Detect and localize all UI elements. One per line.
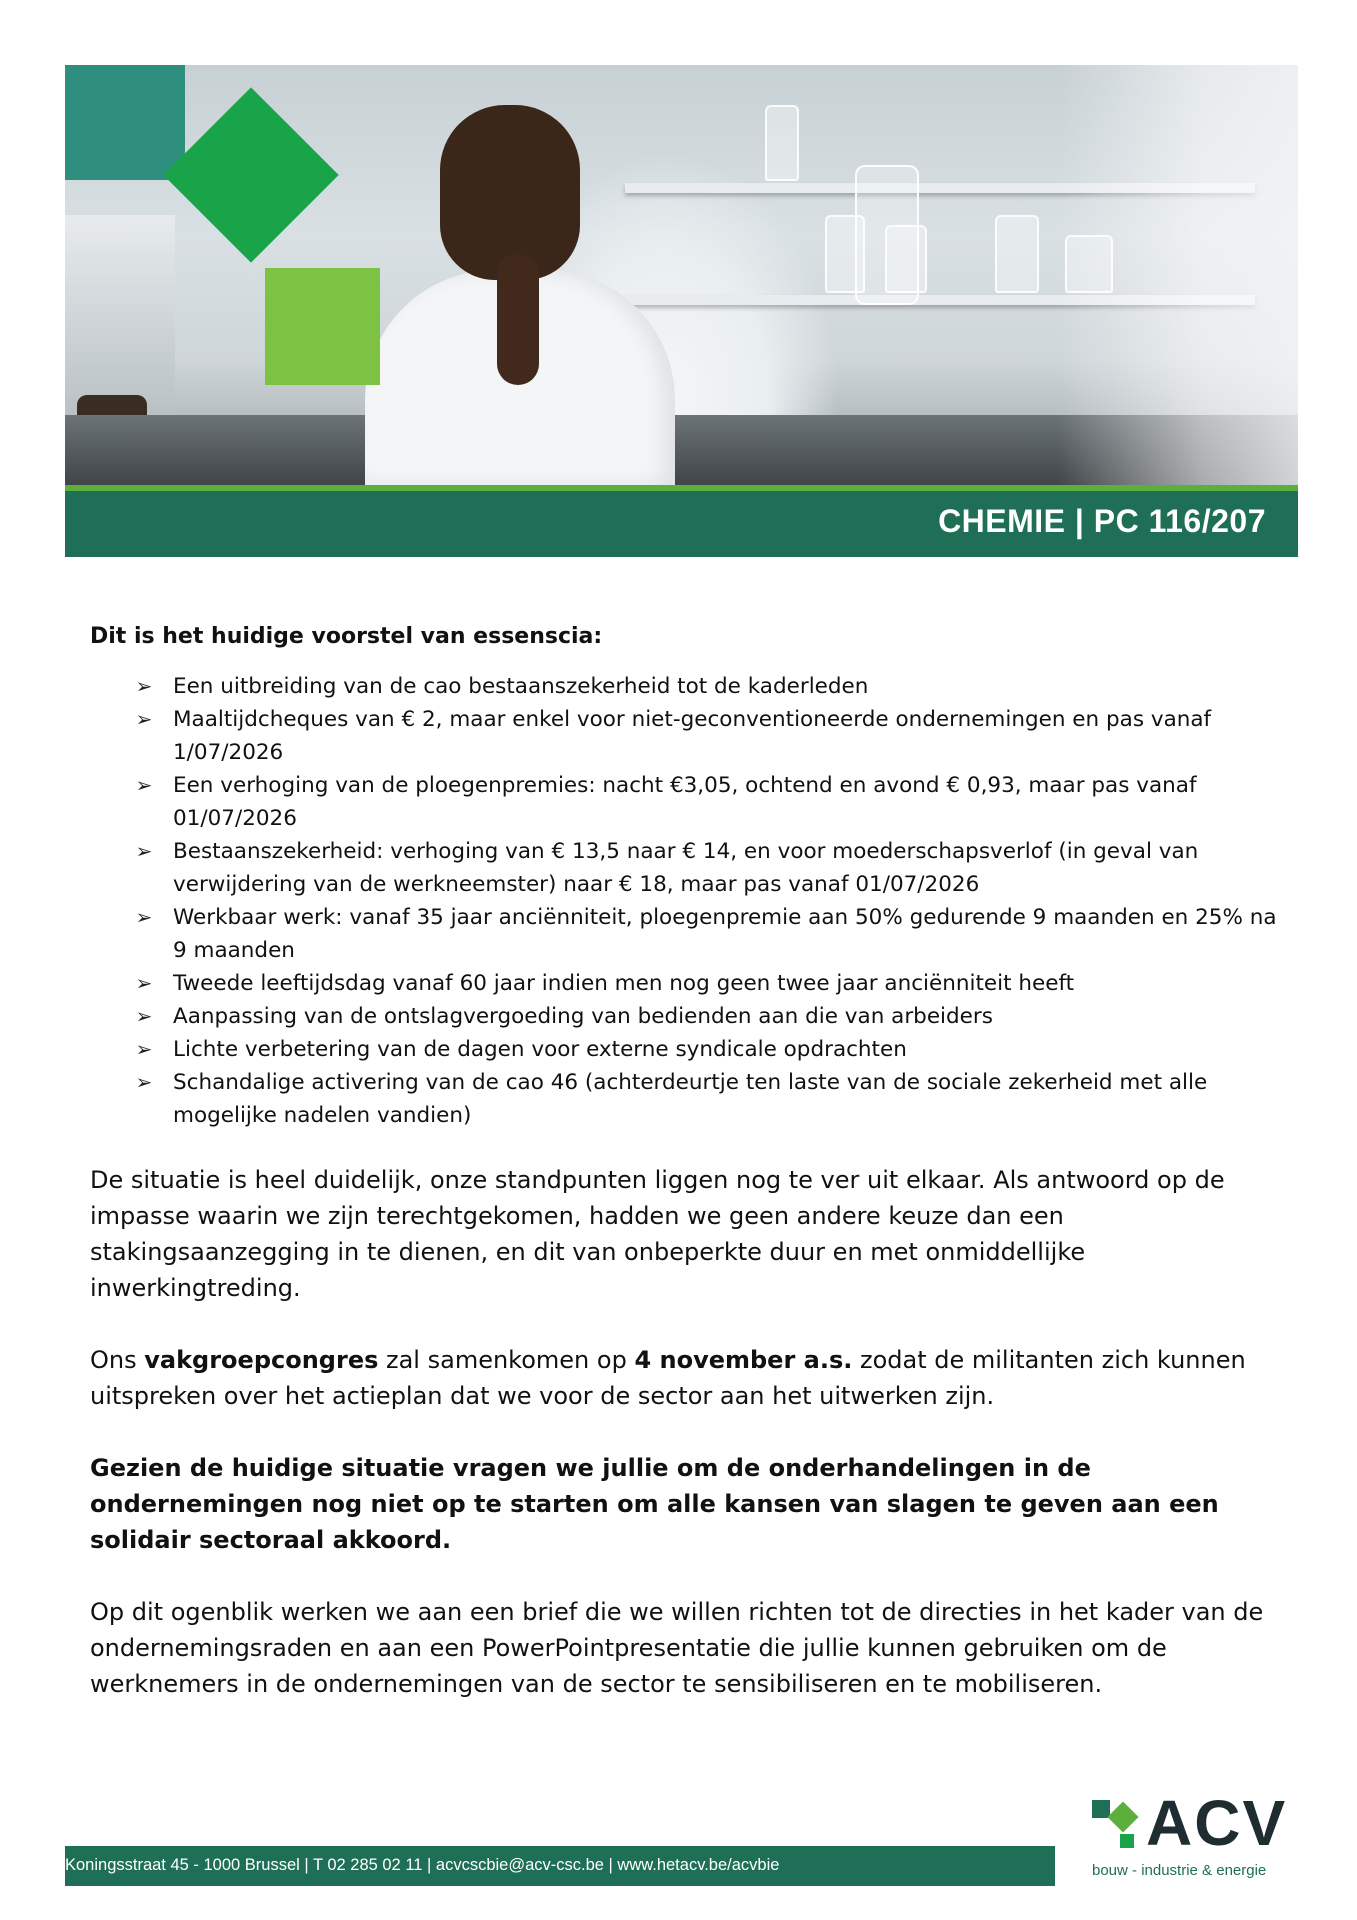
glass-bottle <box>995 215 1039 293</box>
congress-paragraph: Ons vakgroepcongres zal samenkomen op 4 november a.s. zodat de militanten zich kunnen uitspreken over het actieplan dat we voor de sector aan het uitwerken zijn. <box>90 1346 1246 1410</box>
letter-paragraph: Op dit ogenblik werken we aan een brief die we willen richten tot de directies in het kader van de ondernemingsraden en aan een PowerPointpresentatie die jullie kunnen gebruiken om de werknemers in de ondernemingen van de sector te sensibiliseren en te mobiliseren. <box>90 1598 1264 1698</box>
proposal-list <box>90 670 1280 1132</box>
hair <box>440 105 580 280</box>
brand-square-lime <box>265 268 380 385</box>
situation-paragraph: De situatie is heel duidelijk, onze standpunten liggen nog te ver uit elkaar. Als antwoord op de impasse waarin we zijn terechtgekomen, hadden we geen andere keuze dan een stakingsaanzegging in te dienen, en dit van onbeperkte duur en met onmiddellijke inwerkingtreding. <box>90 1166 1225 1302</box>
arrow-bullet-icon: ➢ <box>135 839 153 863</box>
footer-bar <box>65 1846 1055 1886</box>
footer-contact: Koningsstraat 45 - 1000 Brussel | T 02 285 02 11 | acvcscbie@acv-csc.be | www.hetacv.be/acvbie <box>65 1856 780 1874</box>
arrow-bullet-icon: ➢ <box>135 707 153 731</box>
glass-flask <box>855 165 919 305</box>
request-paragraph: Gezien de huidige situatie vragen we jullie om de onderhandelingen in de ondernemingen nog niet op te starten om alle kansen van slagen te geven aan een solidair sectoraal akkoord. <box>90 1454 1219 1554</box>
arrow-bullet-icon: ➢ <box>135 773 153 797</box>
list-item: ➢ Schandalige activering van de cao 46 (achterdeurtje ten laste van de sociale zekerheid met alle mogelijke nadelen vandien) <box>90 1066 1280 1132</box>
brand-block-teal <box>65 65 185 180</box>
acv-logo <box>1090 1787 1300 1890</box>
list-item: ➢ Een verhoging van de ploegenpremies: nacht €3,05, ochtend en avond € 0,93, maar pas vanaf 01/07/2026 <box>90 769 1280 835</box>
arrow-bullet-icon: ➢ <box>135 1037 153 1061</box>
list-item: ➢ Een uitbreiding van de cao bestaanszekerheid tot de kaderleden <box>90 670 1280 703</box>
logo-tagline: bouw - industrie & energie <box>1092 1862 1267 1879</box>
header-band <box>65 485 1298 557</box>
list-item: ➢ Tweede leeftijdsdag vanaf 60 jaar indien men nog geen twee jaar anciënniteit heeft <box>90 967 1280 1000</box>
logo-square-icon <box>1120 1834 1134 1848</box>
list-item: ➢ Aanpassing van de ontslagvergoeding van bedienden aan die van arbeiders <box>90 1000 1280 1033</box>
logo-brand: ACV <box>1146 1787 1288 1859</box>
main-content <box>90 620 1280 1738</box>
glass-bottle <box>765 105 799 181</box>
arrow-bullet-icon: ➢ <box>135 905 153 929</box>
arrow-bullet-icon: ➢ <box>135 1004 153 1028</box>
lab-equipment <box>65 215 175 415</box>
arrow-bullet-icon: ➢ <box>135 971 153 995</box>
arrow-bullet-icon: ➢ <box>135 674 153 698</box>
page-title: CHEMIE | PC 116/207 <box>938 503 1266 539</box>
list-item: ➢ Werkbaar werk: vanaf 35 jaar anciënniteit, ploegenpremie aan 50% gedurende 9 maanden en 25% na 9 maanden <box>90 901 1280 967</box>
arrow-bullet-icon: ➢ <box>135 1070 153 1094</box>
list-item: ➢ Lichte verbetering van de dagen voor externe syndicale opdrachten <box>90 1033 1280 1066</box>
ponytail <box>497 255 539 385</box>
intro-heading: Dit is het huidige voorstel van essenscia: <box>90 624 603 649</box>
header-photo <box>65 65 1298 485</box>
list-item: ➢ Bestaanszekerheid: verhoging van € 13,5 naar € 14, en voor moederschapsverlof (in geval van verwijdering van de werkneemster) naar € 18, maar pas vanaf 01/07/2026 <box>90 835 1280 901</box>
brand-diamond-green <box>163 87 338 262</box>
logo-diamond-icon <box>1107 1801 1138 1832</box>
list-item: ➢ Maaltijdcheques van € 2, maar enkel voor niet-geconventioneerde ondernemingen en pas vanaf 1/07/2026 <box>90 703 1280 769</box>
glass-blur <box>1058 65 1298 485</box>
